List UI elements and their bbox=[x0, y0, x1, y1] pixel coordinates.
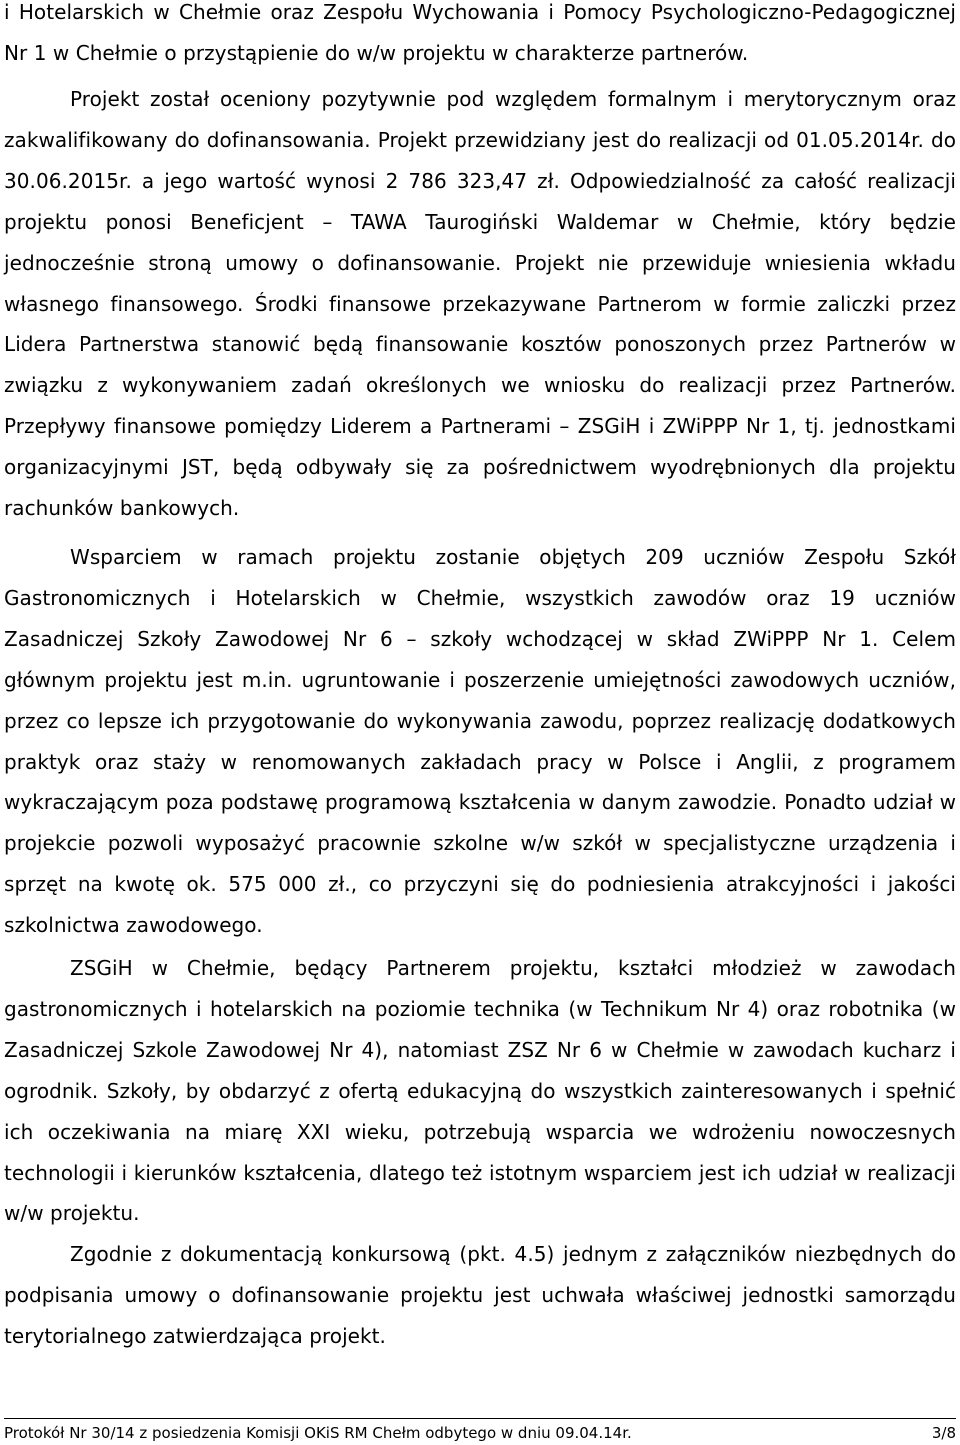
paragraph-competition-documentation: Zgodnie z dokumentacją konkursową (pkt. 4.5) jednym z załączników niezbędnych do podpisania umowy o dofinansowanie projektu jest uchwała właściwej jednostki samorządu terytorialnego zatwierdzająca projekt. bbox=[4, 1242, 956, 1348]
footer-protocol-text: Protokół Nr 30/14 z posiedzenia Komisji OKiS RM Chełm odbytego w dniu 09.04.14r. bbox=[4, 1424, 632, 1442]
paragraph-partners-continuation: i Hotelarskich w Chełmie oraz Zespołu Wychowania i Pomocy Psychologiczno-Pedagogicznej Nr 1 w Chełmie o przystąpienie do w/w projektu w charakterze partnerów. bbox=[4, 0, 956, 65]
paragraph-project-evaluation: Projekt został oceniony pozytywnie pod względem formalnym i merytorycznym oraz zakwalifikowany do dofinansowania. Projekt przewidziany jest do realizacji od 01.05.2014r. do 30.06.2015r. a jego wartość wynosi 2 786 323,47 zł. Odpowiedzialność za całość realizacji projektu ponosi Beneficjent – TAWA Taurogiński Waldemar w Chełmie, który będzie jednocześnie stroną umowy o dofinansowanie. Projekt nie przewiduje wniesienia wkładu własnego finansowego. Środki finansowe przekazywane Partnerom w formie zaliczki przez Lidera Partnerstwa stanowić będą finansowanie kosztów ponoszonych przez Partnerów w związku z wykonywaniem zadań określonych we wniosku do realizacji przez Partnerów. Przepływy finansowe pomiędzy Liderem a Partnerami – ZSGiH i ZWiPPP Nr 1, tj. jednostkami organizacyjnymi JST, będą odbywały się za pośrednictwem wyodrębnionych dla projektu rachunków bankowych. bbox=[4, 87, 956, 521]
paragraph-project-support: Wsparciem w ramach projektu zostanie objętych 209 uczniów Zespołu Szkół Gastronomicznych i Hotelarskich w Chełmie, wszystkich zawodów oraz 19 uczniów Zasadniczej Szkoły Zawodowej Nr 6 – szkoły wchodzącej w skład ZWiPPP Nr 1. Celem głównym projektu jest m.in. ugruntowanie i poszerzenie umiejętności zawodowych uczniów, przez co lepsze ich przygotowanie do wykonywania zawodu, poprzez realizację dodatkowych praktyk oraz staży w renomowanych zakładach pracy w Polsce i Anglii, z programem wykraczającym poza podstawę programową kształcenia w danym zawodzie. Ponadto udział w projekcie pozwoli wyposażyć pracownie szkolne w/w szkół w specjalistyczne urządzenia i sprzęt na kwotę ok. 575 000 zł., co przyczyni się do podniesienia atrakcyjności i jakości szkolnictwa zawodowego. bbox=[4, 545, 956, 938]
paragraph-zsgih-partner: ZSGiH w Chełmie, będący Partnerem projektu, kształci młodzież w zawodach gastronomicznych i hotelarskich na poziomie technika (w Technikum Nr 4) oraz robotnika (w Zasadniczej Szkole Zawodowej Nr 4), natomiast ZSZ Nr 6 w Chełmie w zawodach kucharz i ogrodnik. Szkoły, by obdarzyć z ofertą edukacyjną do wszystkich zainteresowanych i spełnić ich oczekiwania na miarę XXI wieku, potrzebują wsparcia we wdrożeniu nowoczesnych technologii i kierunków kształcenia, dlatego też istotnym wsparciem jest ich udział w realizacji w/w projektu. bbox=[4, 956, 956, 1226]
page-footer bbox=[4, 1418, 956, 1445]
footer-page-number: 3/8 bbox=[931, 1424, 956, 1442]
